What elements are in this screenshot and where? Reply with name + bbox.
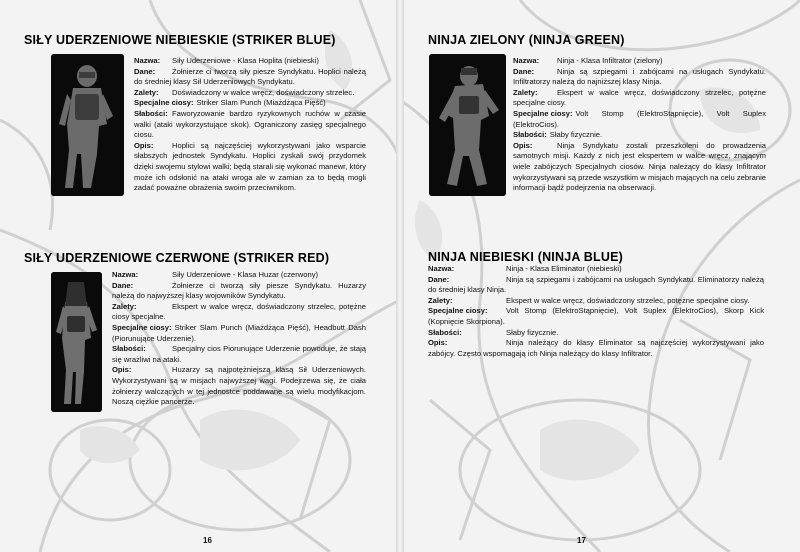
field-description: Opis: Ninja należący do klasy Eliminator są najczęściej wykorzystywani jako zabójcy. Często wspomagają ich Ninja należący do klasy Infiltrator. [428, 338, 764, 358]
field-strengths: Zalety: Ekspert w walce wręcz, doświadczony strzelec, potężne specjalne ciosy. [428, 295, 750, 305]
ninja-green-portrait [429, 54, 506, 196]
field-data: Dane: Żołnierze ci tworzą siły piesze Syndykatu. Huzarzy należą do najwyższej klasy wojowników Syndykatu. [112, 280, 366, 301]
field-special-moves: Specjalne ciosy: Striker Slam Punch (Miażdżąca Pięść), Headbutt Dash (Piorunujące Uderzenie). [112, 322, 366, 343]
field-strengths: Zalety: Ekspert w walce wręcz, doświadczony strzelec, potężne specjalne ciosy. [513, 87, 766, 108]
striker-blue-portrait [51, 54, 124, 196]
field-strengths: Zalety: Ekspert w walce wręcz, doświadczony strzelec, potężne ciosy specjalne. [112, 301, 366, 322]
right-page [400, 0, 800, 552]
section-title-striker-blue: SIŁY UDERZENIOWE NIEBIESKIE (STRIKER BLUE) [24, 33, 336, 47]
page-number: 17 [577, 536, 586, 545]
field-data: Dane: Ninja są szpiegami i zabójcami na usługach Syndykatu. Infiltratorzy należą do najniższej klasy Ninja. [513, 66, 766, 87]
field-name: Nazwa: Ninja - Klasa Eliminator (niebieski) [428, 264, 622, 273]
field-special-moves: Specjalne ciosy: Striker Slam Punch (Miażdżąca Pięść) [134, 98, 326, 108]
field-special-moves: Specjalne ciosy: Volt Stomp (ElektroStąpnięcie), Volt Suplex (ElektroCios). [513, 108, 766, 129]
field-data: Dane: Ninja są szpiegami i zabójcami na usługach Syndykatu. Eliminatorzy należą do średniej klasy Ninja. [428, 274, 764, 295]
section-title-ninja-blue: NINJA NIEBIESKI (NINJA BLUE) [428, 250, 623, 264]
book-gutter [396, 0, 404, 552]
field-weaknesses: Słabości: Faworyzowanie bardzo ryzykownych ruchów w czasie walki (ataki wykorzystujące skok). Ograniczony zasięg specjalnego ciosu. [134, 108, 366, 140]
striker-red-portrait [51, 272, 102, 412]
field-description: Opis: Huzarzy są najpotężniejszą klasą Sił Uderzeniowych. Wykorzystywani są w misjach najwyższej wagi. Podejrzewa się, że ciała żołnierzy walczących w tej jednostce poddawane są wielu modyfikacjom. Noszą ciężkie pancerze. [112, 365, 366, 407]
field-data: Dane: Żołnierze ci tworzą siły piesze Syndykatu. Hoplici należą do średniej klasy Sił Uderzeniowych Syndykatu. [134, 66, 366, 87]
ninja-blue-details [428, 264, 764, 359]
ninja-green-details [513, 56, 766, 194]
page-number: 16 [203, 536, 212, 545]
field-name: Nazwa: Siły Uderzeniowe - Klasa Huzar (czerwony) [112, 270, 319, 279]
striker-red-details [112, 270, 366, 408]
field-strengths: Zalety: Doświadczony w walce wręcz, doświadczony strzelec. [134, 87, 355, 97]
field-name: Nazwa: Ninja - Klasa Infiltrator (zielony) [513, 56, 663, 65]
field-weaknesses: Słabości: Słaby fizycznie. [513, 130, 603, 140]
field-name: Nazwa: Siły Uderzeniowe - Klasa Hoplita (niebieski) [134, 56, 319, 65]
field-weaknesses: Słabości: Specjalny cios Piorunujące Uderzenie powoduje, że stają się wrażliwi na ataki. [112, 344, 366, 364]
field-description: Opis: Ninja Syndykatu zostali przeszkoleni do prowadzenia samotnych misji. Każdy z nich jest ekspertem w walce wręcz, znającym wiele zabójczych Specjalnych ciosów. Ninja należący do klasy Infiltrator wykorzystywani są przede wszystkim w misjach mających na celu zebranie informacji bądź podejrzenia na obserwacji. [513, 140, 766, 193]
field-weaknesses: Słabości: Słaby fizycznie. [428, 327, 559, 337]
striker-blue-details [134, 56, 366, 194]
field-description: Opis: Hoplici są najczęściej wykorzystywani jako wsparcie słabszych jednostek Syndykatu. Hoplici zyskali swój przydomek dzięki swojemu stylowi walki; będą starali się wykonać manewr, który może ich odsłonić na ataki wroga ale w zamian za to będą mogli zadać poważne obrażenia swoim przeciwnikom. [134, 140, 366, 193]
field-special-moves: Specjalne ciosy: Volt Stomp (ElektroStąpnięcie), Volt Suplex (ElektroCios), Skorp Kick (Kopnięcie Skorpiona). [428, 306, 764, 326]
section-title-striker-red: SIŁY UDERZENIOWE CZERWONE (STRIKER RED) [24, 251, 330, 265]
section-title-ninja-green: NINJA ZIELONY (NINJA GREEN) [428, 33, 625, 47]
